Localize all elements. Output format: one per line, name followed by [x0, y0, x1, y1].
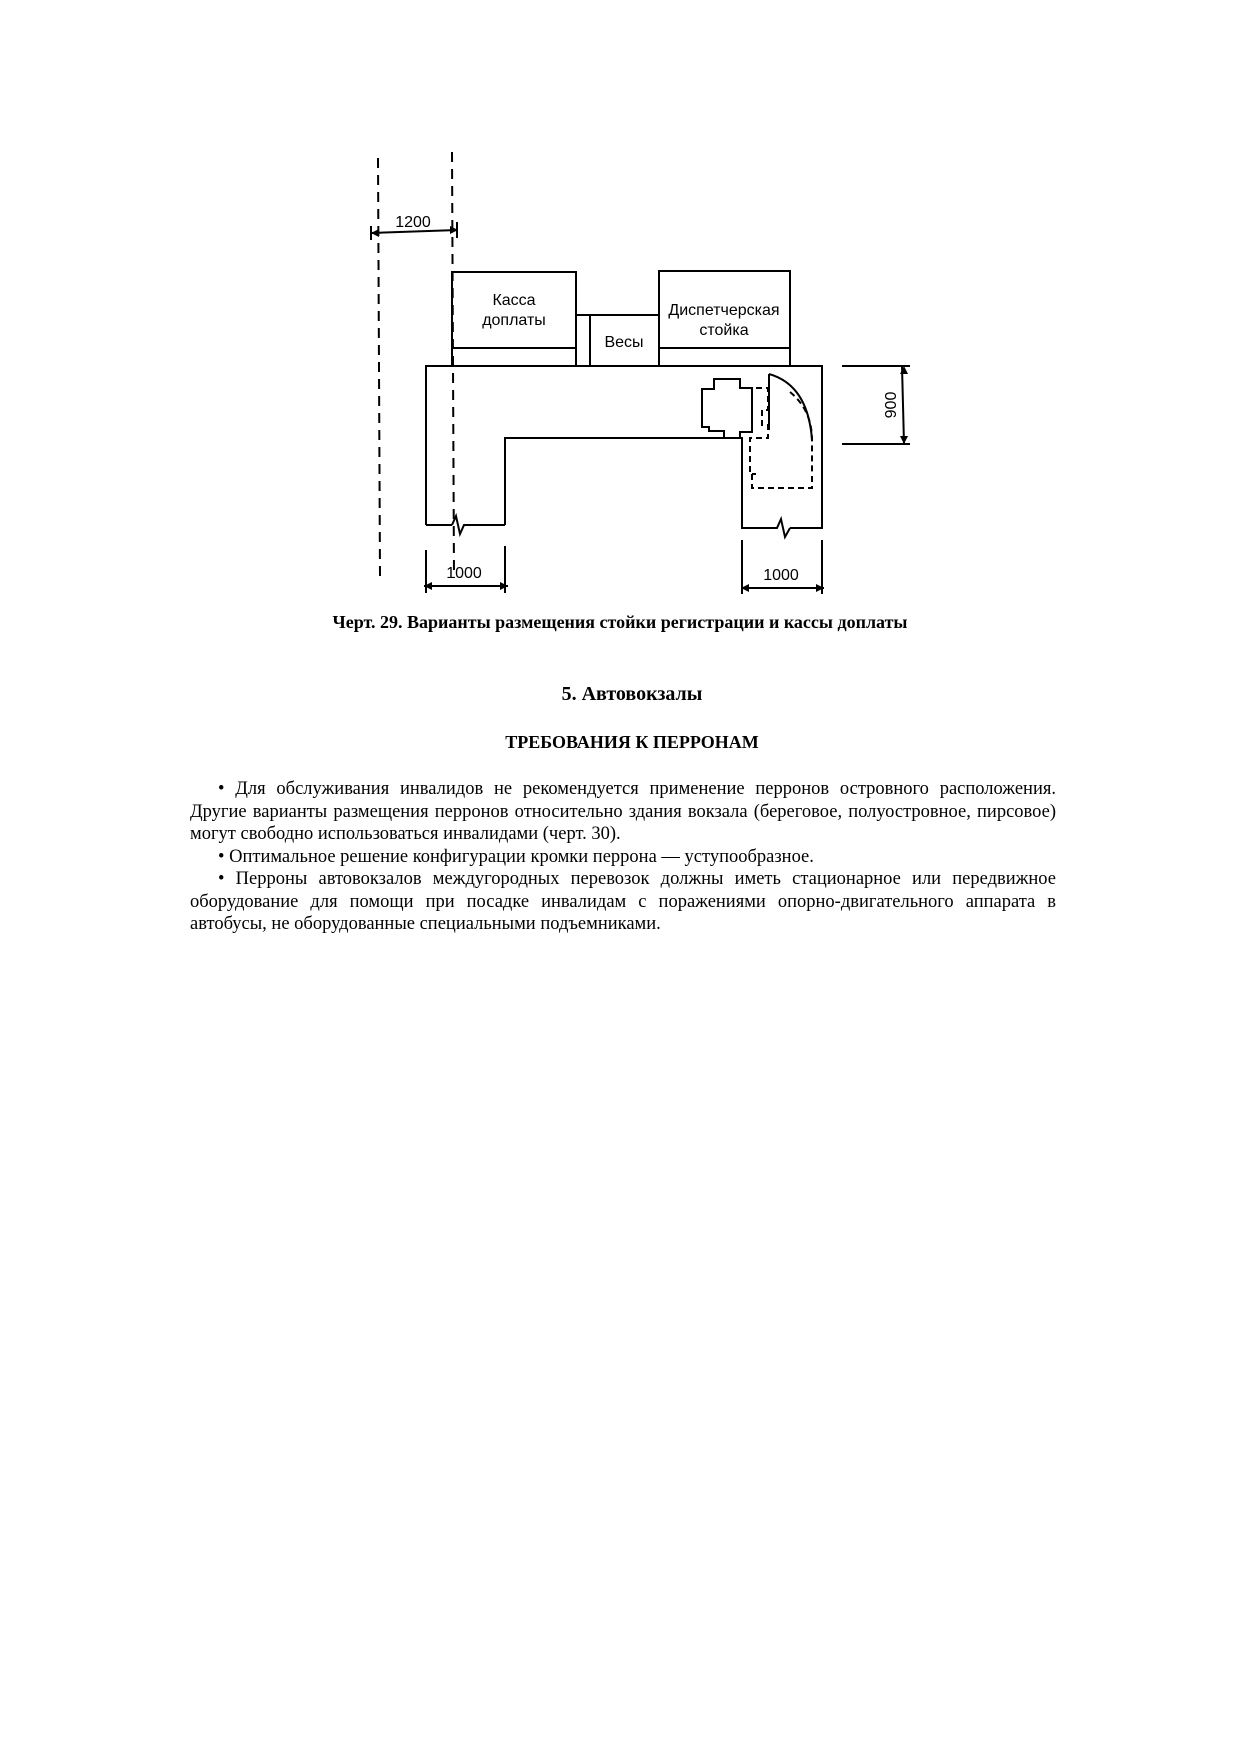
dispatch-label-line2: стойка: [699, 322, 749, 339]
guide-line-outer: [378, 158, 380, 578]
kassa-label-line1: Касса: [492, 292, 536, 309]
door-swing-arc: [769, 374, 812, 440]
dim-label-900: 900: [883, 391, 900, 419]
dim-label-1000-left: 1000: [446, 565, 482, 582]
paragraph: • Перроны автовокзалов междугородных перевозок должны иметь стационарное или передвижное оборудование для помощи при посадке инвалидам с поражениями опорно-двигательного аппарата в автобусы, не оборудованные специальными подъемниками.: [190, 869, 1056, 934]
dim-label-1200: 1200: [395, 214, 431, 231]
kassa-box: [452, 272, 576, 348]
figure-caption: Черт. 29. Варианты размещения стойки регистрации и кассы доплаты: [332, 612, 908, 632]
section-title: 5. Автовокзалы: [561, 683, 703, 705]
floor-plan-figure: [0, 0, 1240, 600]
paragraph: • Оптимальное решение конфигурации кромки перрона — уступообразное.: [218, 846, 814, 867]
body-text: [190, 778, 1056, 936]
subsection-title: ТРЕБОВАНИЯ К ПЕРРОНАМ: [505, 732, 759, 752]
dim-label-1000-right: 1000: [763, 567, 799, 584]
kassa-label-line2: доплаты: [482, 312, 546, 329]
counter-outline: [426, 366, 822, 528]
paragraph: • Для обслуживания инвалидов не рекомендуется применение перронов островного расположения. Другие варианты размещения перронов относительно здания вокзала (береговое, полуостровное, пирсовое) могут свободно использоваться инвалидами (черт. 30).: [190, 779, 1056, 844]
dim-line-900: [902, 366, 904, 444]
wheelchair-footprint: [702, 379, 752, 438]
dispatch-label-line1: Диспетчерская: [668, 302, 780, 319]
vesy-label: Весы: [604, 334, 644, 351]
